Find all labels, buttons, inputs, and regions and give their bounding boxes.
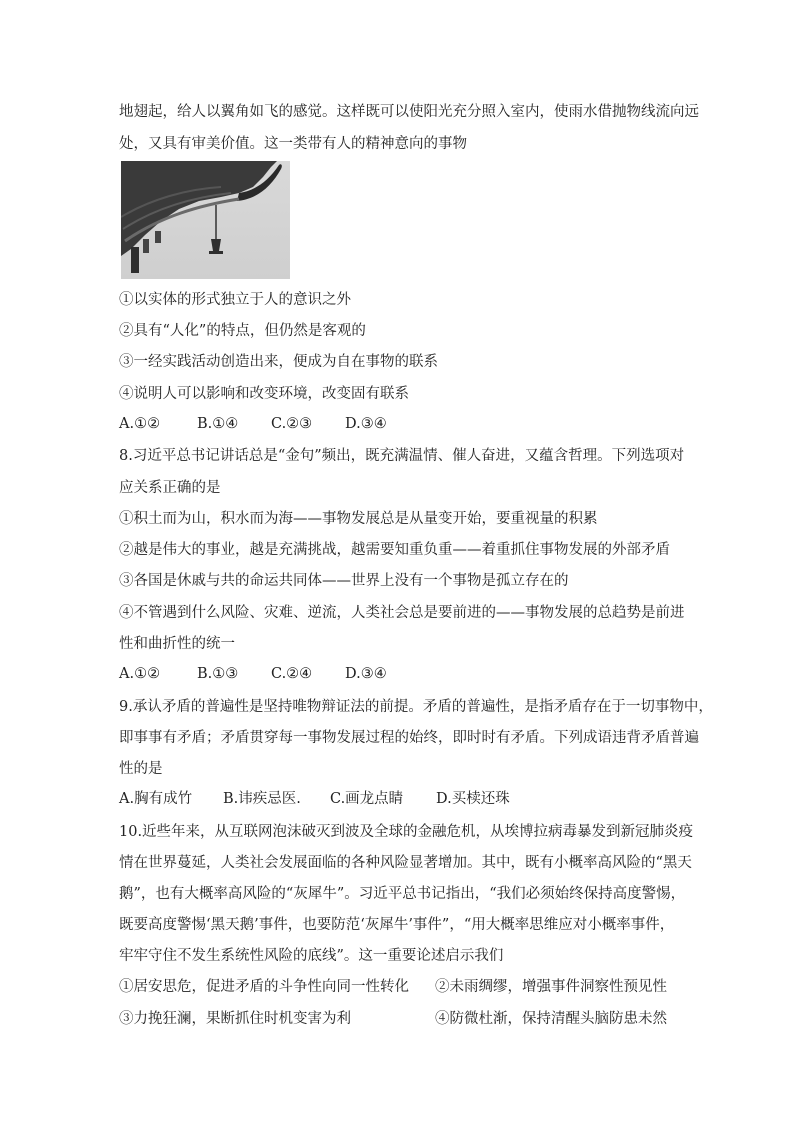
q8-statement-1: ①积土而为山，积水而为海——事物发展总是从量变开始，要重视量的积累	[119, 511, 598, 527]
q9-stem-line-1: 9.承认矛盾的普遍性是坚持唯物辩证法的前提。矛盾的普遍性，是指矛盾存在于一切事物中，	[119, 699, 713, 715]
roof-eave-photo	[121, 161, 290, 279]
q7-option-b: B.①④	[197, 416, 239, 432]
q10-stem-line-5: 牢牢守住不发生系统性风险的底线”。这一重要论述启示我们	[119, 948, 504, 964]
q7-option-c: C.②③	[271, 416, 313, 432]
q7-option-d: D.③④	[345, 416, 387, 432]
q9-option-b: B.讳疾忌医.	[223, 791, 301, 807]
roof-eave-illustration	[121, 161, 290, 279]
q8-statement-3: ③各国是休戚与共的命运共同体——世界上没有一个事物是孤立存在的	[119, 573, 569, 589]
q8-statement-2: ②越是伟大的事业，越是充满挑战，越需要知重负重——着重抓住事物发展的外部矛盾	[119, 542, 670, 558]
q7-statement-3: ③一经实践活动创造出来，便成为自在事物的联系	[119, 354, 438, 370]
q10-statement-2: ②未雨绸缪，增强事件洞察性预见性	[435, 979, 667, 995]
q10-statement-4: ④防微杜渐，保持清醒头脑防患未然	[435, 1011, 667, 1027]
q9-stem-line-3: 性的是	[119, 761, 163, 777]
q7-option-a: A.①②	[119, 416, 161, 432]
intro-line-2: 处，又具有审美价值。这一类带有人的精神意向的事物	[119, 136, 467, 152]
q8-option-a: A.①②	[119, 666, 161, 682]
q8-statement-4a: ④不管遇到什么风险、灾难、逆流，人类社会总是要前进的——事物发展的总趋势是前进	[119, 605, 685, 621]
q7-statement-4: ④说明人可以影响和改变环境，改变固有联系	[119, 386, 409, 402]
q8-stem-line-1: 8.习近平总书记讲话总是“金句”频出，既充满温情、催人奋进，又蕴含哲理。下列选项对	[119, 448, 685, 464]
q9-option-d: D.买椟还珠	[436, 791, 510, 807]
q8-statement-4b: 性和曲折性的统一	[119, 636, 235, 652]
q8-option-c: C.②④	[271, 666, 313, 682]
q7-statement-2: ②具有“人化”的特点，但仍然是客观的	[119, 323, 366, 339]
q7-statement-1: ①以实体的形式独立于人的意识之外	[119, 292, 351, 308]
q9-option-a: A.胸有成竹	[119, 791, 193, 807]
q10-stem-line-3: 鹅”，也有大概率高风险的“灰犀牛”。习近平总书记指出，“我们必须始终保持高度警惕，	[119, 886, 686, 902]
q9-option-c: C.画龙点睛	[330, 791, 404, 807]
q9-stem-line-2: 即事事有矛盾；矛盾贯穿每一事物发展过程的始终，即时时有矛盾。下列成语违背矛盾普遍	[119, 730, 699, 746]
q10-stem-line-4: 既要高度警惕‘黑天鹅’事件，也要防范‘灰犀牛’事件”，“用大概率思维应对小概率事件，	[119, 917, 675, 933]
q8-option-d: D.③④	[345, 666, 387, 682]
q8-option-b: B.①③	[197, 666, 239, 682]
q8-stem-line-2: 应关系正确的是	[119, 480, 221, 496]
intro-line-1: 地翅起，给人以翼角如飞的感觉。这样既可以使阳光充分照入室内，使雨水借抛物线流向远	[119, 104, 699, 120]
q10-statement-3: ③力挽狂澜，果断抓住时机变害为利	[119, 1011, 351, 1027]
q10-statement-1: ①居安思危，促进矛盾的斗争性向同一性转化	[119, 979, 409, 995]
q10-stem-line-2: 情在世界蔓延，人类社会发展面临的各种风险显著增加。其中，既有小概率高风险的“黑天	[119, 855, 692, 871]
q10-stem-line-1: 10.近些年来，从互联网泡沫破灭到波及全球的金融危机，从埃博拉病毒暴发到新冠肺炎疫	[119, 824, 694, 840]
